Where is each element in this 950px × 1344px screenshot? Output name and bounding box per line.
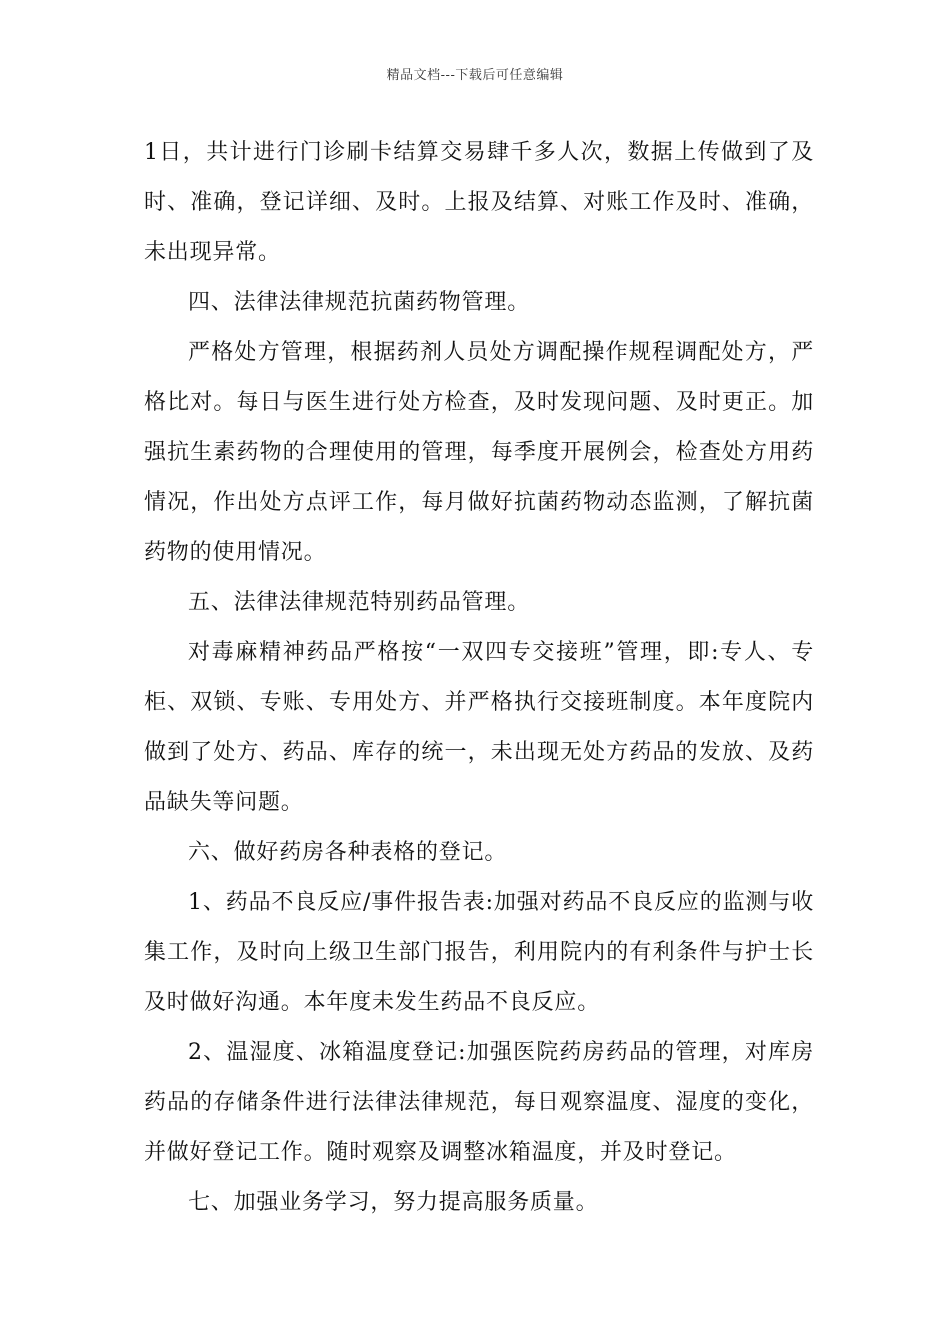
section-heading-four: 四、法律法律规范抗菌药物管理。 bbox=[188, 290, 531, 315]
section-heading-five: 五、法律法律规范特别药品管理。 bbox=[188, 590, 531, 615]
paragraph-prescription-management: 严格处方管理，根据药剂人员处方调配操作规程调配处方，严格比对。每日与医生进行处方检查，及时发现问题、及时更正。加强抗生素药物的合理使用的管理，每季度开展例会，检查处方用药情况，作出处方点评工作，每月做好抗菌药物动态监测，了解抗菌药物的使用情况。 bbox=[144, 340, 814, 565]
paragraph-special-drugs: 对毒麻精神药品严格按“一双四专交接班”管理，即:专人、专柜、双锁、专账、专用处方、并严格执行交接班制度。本年度院内做到了处方、药品、库存的统一，未出现无处方药品的发放、及药品缺失等问题。 bbox=[144, 640, 814, 815]
page-header: 精品文档---下载后可任意编辑 bbox=[386, 68, 564, 83]
paragraph-continuation: 1日，共计进行门诊刷卡结算交易肆千多人次，数据上传做到了及时、准确，登记详细、及时。上报及结算、对账工作及时、准确，未出现异常。 bbox=[144, 140, 814, 265]
section-heading-seven: 七、加强业务学习，努力提高服务质量。 bbox=[188, 1190, 599, 1215]
paragraph-adverse-reaction: 1、药品不良反应/事件报告表:加强对药品不良反应的监测与收集工作，及时向上级卫生部门报告，利用院内的有利条件与护士长及时做好沟通。本年度未发生药品不良反应。 bbox=[144, 890, 814, 1015]
paragraph-temperature-humidity: 2、温湿度、冰箱温度登记:加强医院药房药品的管理，对库房药品的存储条件进行法律法律规范，每日观察温度、湿度的变化，并做好登记工作。随时观察及调整冰箱温度，并及时登记。 bbox=[144, 1040, 814, 1165]
section-heading-six: 六、做好药房各种表格的登记。 bbox=[188, 840, 508, 865]
document-body bbox=[144, 128, 814, 1228]
